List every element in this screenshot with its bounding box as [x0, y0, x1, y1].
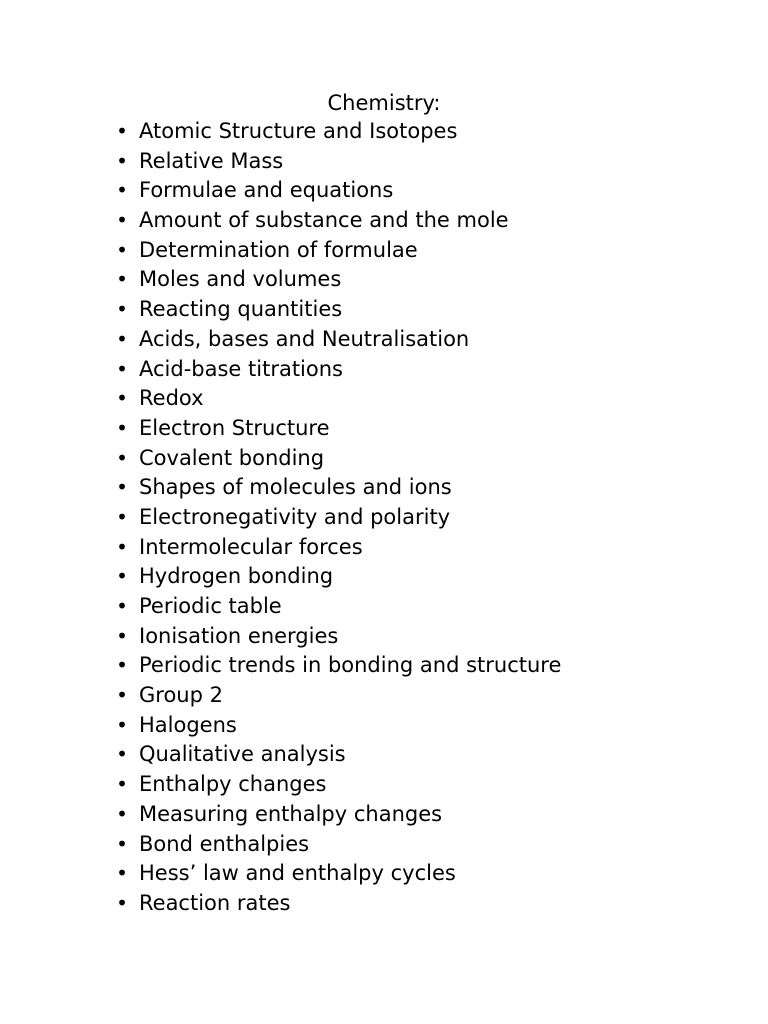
list-item-text: Shapes of molecules and ions: [139, 475, 452, 500]
list-item: [0, 384, 768, 414]
list-item-text: Hydrogen bonding: [139, 564, 334, 589]
list-item: [0, 651, 768, 681]
bullet-icon: •: [116, 831, 128, 856]
bullet-icon: •: [116, 178, 128, 203]
bullet-icon: •: [116, 208, 128, 233]
bullet-icon: •: [116, 653, 128, 678]
list-item-text: Relative Mass: [139, 148, 284, 173]
bullet-icon: •: [116, 534, 128, 559]
list-item: [0, 622, 768, 652]
list-item: [0, 414, 768, 444]
bullet-icon: •: [116, 564, 128, 589]
list-item-text: Periodic table: [139, 594, 282, 618]
list-item-text: Atomic Structure and Isotopes: [139, 119, 458, 143]
list-item-text: Intermolecular forces: [139, 534, 363, 559]
bullet-icon: •: [116, 326, 128, 351]
list-item-text: Amount of substance and the mole: [139, 208, 509, 233]
list-item-text: Reaction rates: [139, 890, 291, 915]
list-item-text: Formulae and equations: [139, 178, 394, 203]
bullet-icon: •: [116, 297, 128, 322]
list-item-text: Hess’ law and enthalpy cycles: [139, 861, 456, 886]
list-item: [0, 444, 768, 474]
list-item: [0, 830, 768, 860]
list-item: [0, 740, 768, 770]
bullet-icon: •: [116, 742, 128, 767]
list-item: [0, 681, 768, 711]
bullet-icon: •: [116, 119, 128, 143]
list-item-text: Periodic trends in bonding and structure: [139, 653, 562, 678]
list-item-text: Electron Structure: [139, 415, 330, 440]
bullet-icon: •: [116, 504, 128, 529]
bullet-icon: •: [116, 772, 128, 797]
list-item: [0, 533, 768, 563]
list-item-text: Covalent bonding: [139, 445, 325, 470]
list-item: [0, 473, 768, 503]
bullet-icon: •: [116, 415, 128, 440]
list-item: [0, 562, 768, 592]
list-item-text: Reacting quantities: [139, 297, 343, 322]
list-item-text: Redox: [139, 386, 204, 411]
list-item-text: Group 2: [139, 683, 223, 708]
list-item: [0, 295, 768, 325]
list-item: [0, 117, 768, 147]
list-item: [0, 770, 768, 800]
list-item-text: Qualitative analysis: [139, 742, 346, 767]
list-item-text: Acids, bases and Neutralisation: [139, 326, 470, 351]
bullet-icon: •: [116, 148, 128, 173]
list-item: [0, 325, 768, 355]
list-item-text: Ionisation energies: [139, 623, 339, 648]
list-item: [0, 355, 768, 385]
bullet-icon: •: [116, 712, 128, 737]
bullet-icon: •: [116, 861, 128, 886]
list-item: [0, 592, 768, 622]
bullet-icon: •: [116, 683, 128, 708]
bullet-icon: •: [116, 445, 128, 470]
topic-list: [0, 117, 768, 919]
bullet-icon: •: [116, 475, 128, 500]
bullet-icon: •: [116, 801, 128, 826]
list-item: [0, 147, 768, 177]
bullet-icon: •: [116, 386, 128, 411]
bullet-icon: •: [116, 267, 128, 292]
list-item-text: Halogens: [139, 712, 237, 737]
list-item-text: Bond enthalpies: [139, 831, 310, 856]
bullet-icon: •: [116, 890, 128, 915]
list-item: [0, 265, 768, 295]
list-item-text: Moles and volumes: [139, 267, 342, 292]
list-item: [0, 800, 768, 830]
bullet-icon: •: [116, 356, 128, 381]
list-item-text: Measuring enthalpy changes: [139, 801, 443, 826]
list-item-text: Electronegativity and polarity: [139, 504, 451, 529]
page-title: Chemistry:: [327, 91, 441, 115]
bullet-icon: •: [116, 594, 128, 618]
list-item: [0, 176, 768, 206]
list-item: [0, 889, 768, 919]
list-item: [0, 503, 768, 533]
list-item-text: Acid-base titrations: [139, 356, 343, 381]
list-item-text: Enthalpy changes: [139, 772, 327, 797]
list-item: [0, 206, 768, 236]
list-item: [0, 859, 768, 889]
bullet-icon: •: [116, 237, 128, 262]
list-item-text: Determination of formulae: [139, 237, 418, 262]
list-item: [0, 236, 768, 266]
list-item: [0, 711, 768, 741]
bullet-icon: •: [116, 623, 128, 648]
